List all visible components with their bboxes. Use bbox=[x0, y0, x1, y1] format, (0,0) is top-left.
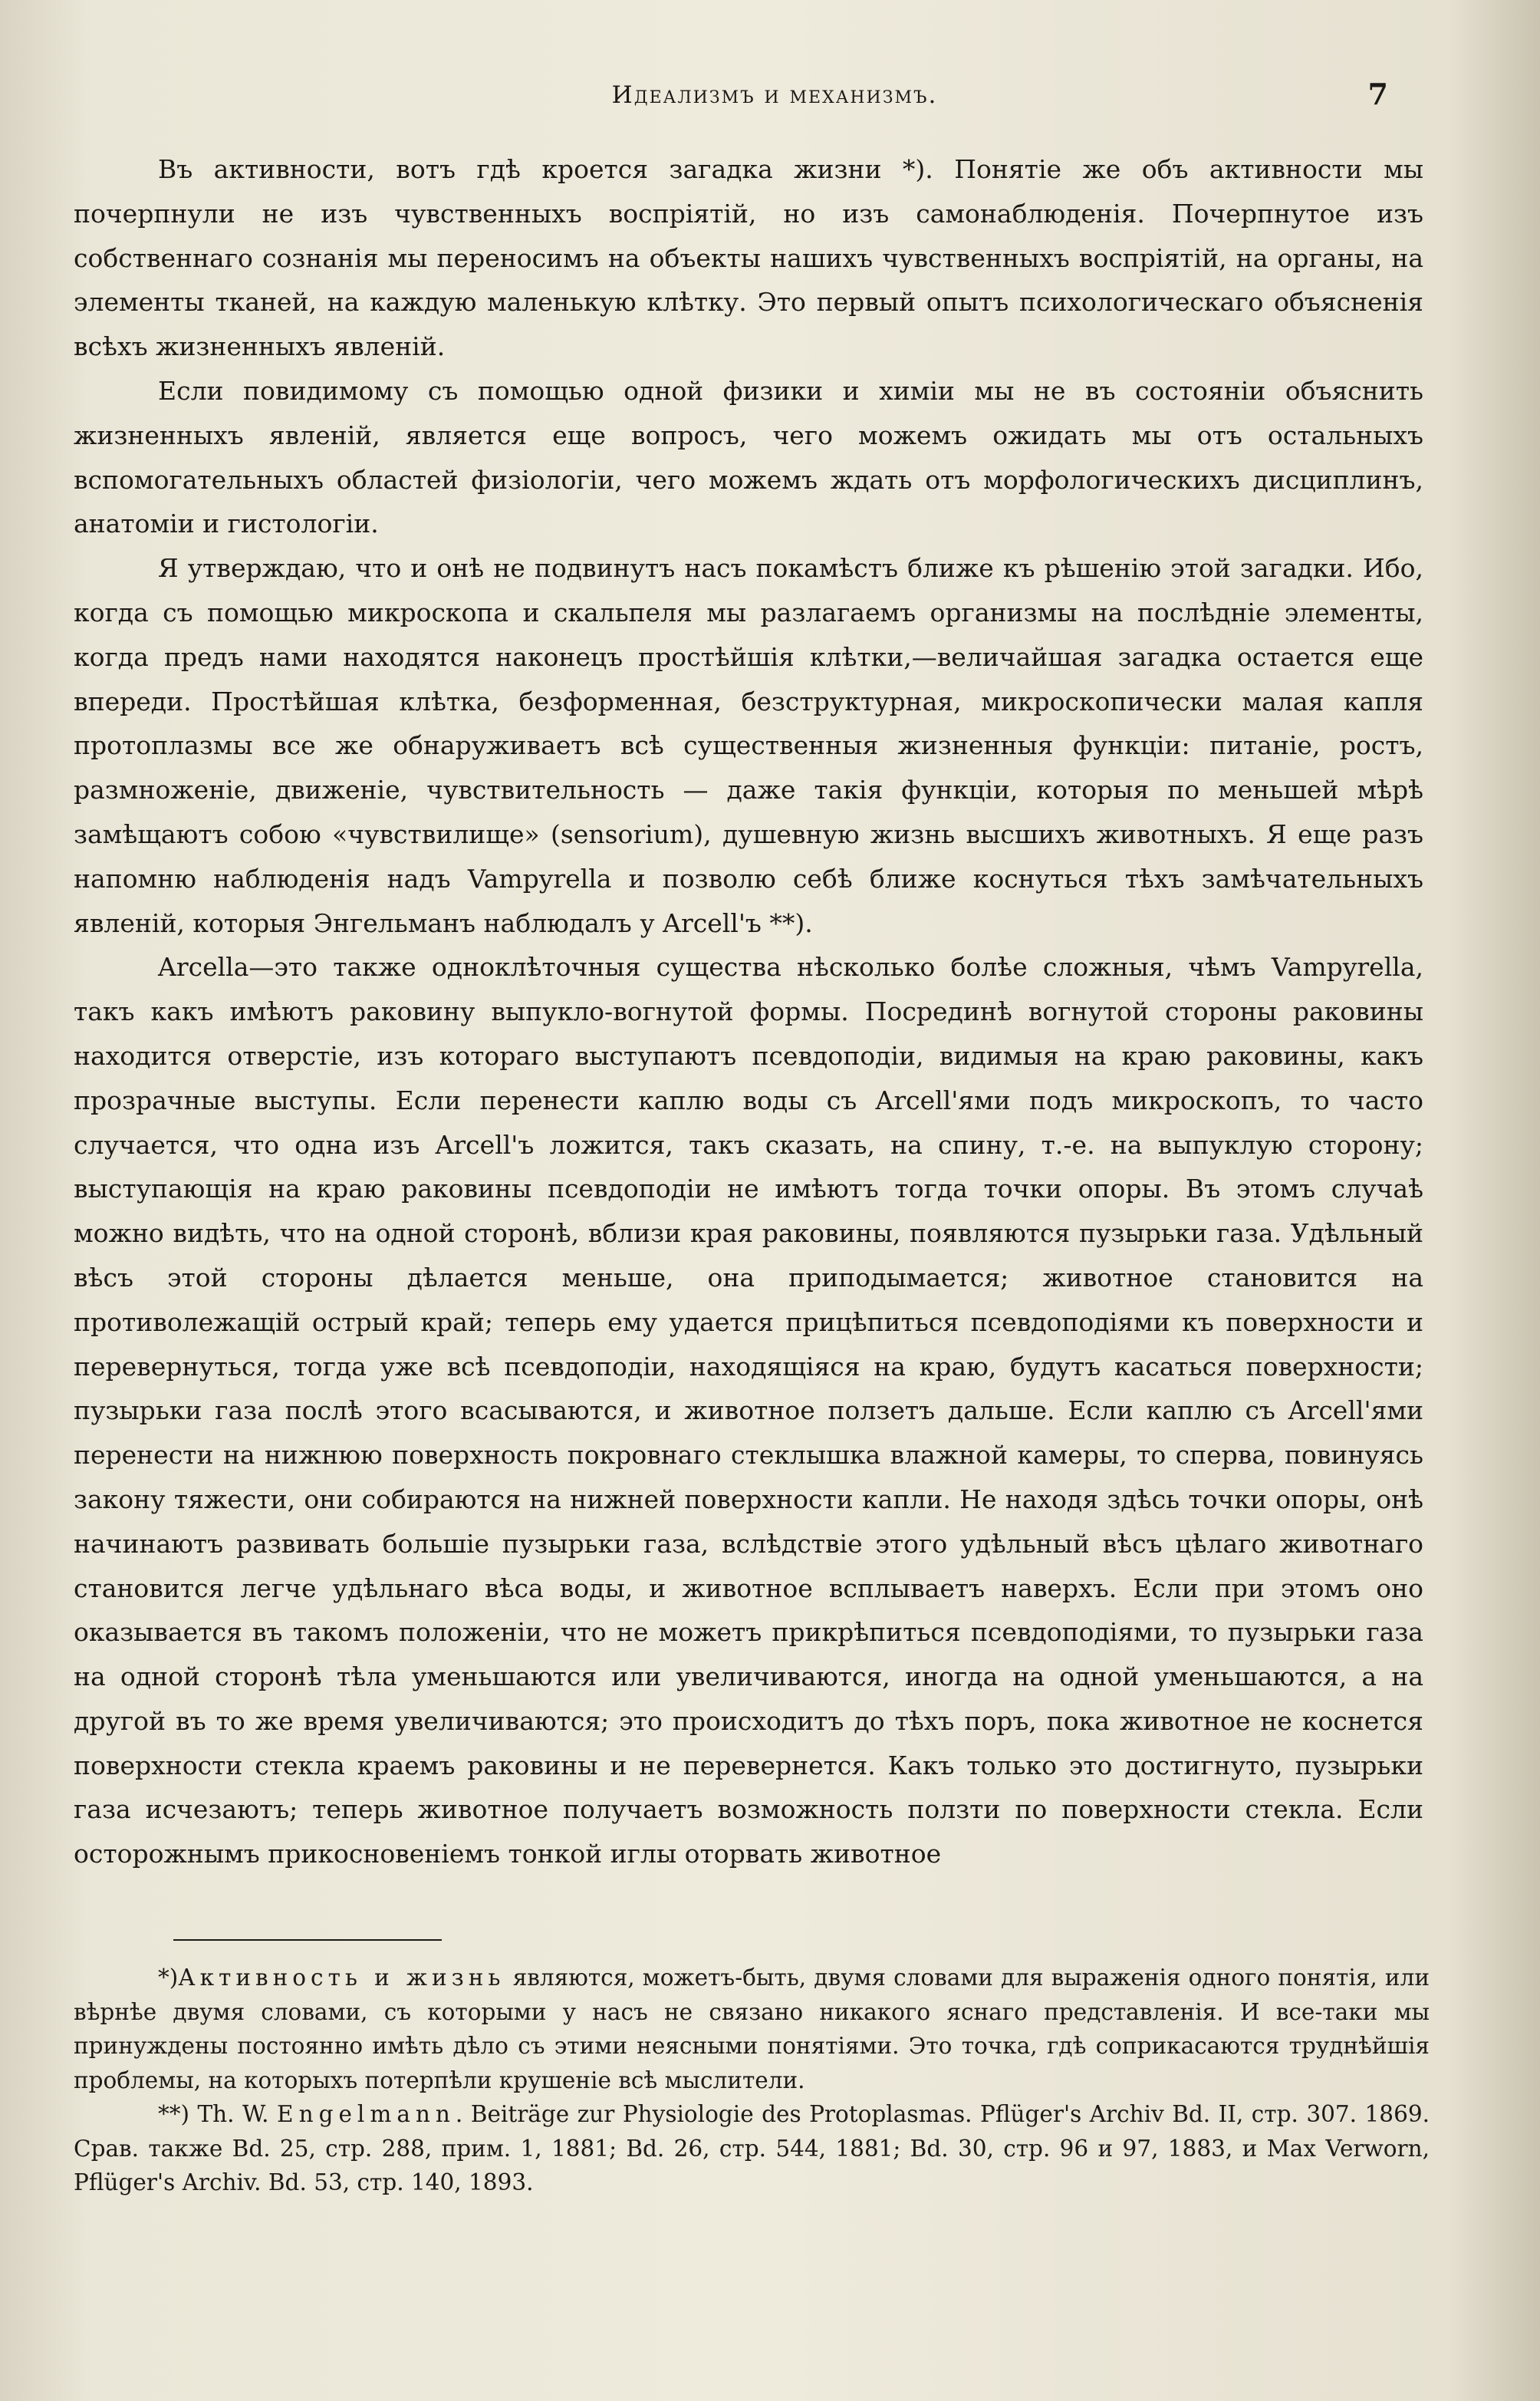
footnote-prefix: Th. W. bbox=[189, 2101, 278, 2127]
footnote-author: Engelmann bbox=[277, 2101, 456, 2127]
running-title: Идеализмъ и механизмъ. bbox=[611, 81, 938, 109]
footnote-text: являются, можетъ-быть, двумя словами для выраженія одного понятія, или вѣрнѣе двумя словами, съ которыми у насъ не связано никакого яснаго представленія. И все-таки мы принуждены постоянно имѣть дѣло съ этими неясными понятіями. Это точка, гдѣ соприкасаются труднѣйшія проблемы, на которыхъ потерпѣли крушеніе всѣ мыслители. bbox=[74, 1965, 1430, 2093]
footnote-1 bbox=[74, 1961, 1430, 2097]
footnote-marker: *) bbox=[158, 1965, 179, 1991]
footnote-marker: **) bbox=[158, 2101, 190, 2127]
footnotes bbox=[74, 1961, 1430, 2200]
paragraph: Arcella—это также одноклѣточныя существа нѣсколько болѣе сложныя, чѣмъ Vampyrella, такъ какъ имѣютъ раковину выпукло-вогнутой формы. Посрединѣ вогнутой стороны раковины находится отверстіе, изъ котораго выступаютъ псевдоподіи, видимыя на краю раковины, какъ прозрачные выступы. Если перенести каплю воды съ Arcell'ями подъ микроскопъ, то часто случается, что одна изъ Arcell'ъ ложится, такъ сказать, на спину, т.-е. на выпуклую сторону; выступающія на краю раковины псевдоподіи не имѣютъ тогда точки опоры. Въ этомъ случаѣ можно видѣть, что на одной сторонѣ, вблизи края раковины, появляются пузырьки газа. Удѣльный вѣсъ этой стороны дѣлается меньше, она приподымается; животное становится на противолежащій острый край; теперь ему удается прицѣпиться псевдоподіями къ поверхности и перевернуться, тогда уже всѣ псевдоподіи, находящіяся на краю, будутъ касаться поверхности; пузырьки газа послѣ этого всасываются, и животное ползетъ дальше. Если каплю съ Arcell'ями перенести на нижнюю поверхность покровнаго стеклышка влажной камеры, то сперва, повинуясь закону тяжести, они собираются на нижней поверхности капли. Не находя здѣсь точки опоры, онѣ начинаютъ развивать большіе пузырьки газа, вслѣдствіе этого удѣльный вѣсъ цѣлаго животнаго становится легче удѣльнаго вѣса воды, и животное всплываетъ наверхъ. Если при этомъ оно оказывается въ такомъ положеніи, что не можетъ прикрѣпиться псевдоподіями, то пузырьки газа на одной сторонѣ тѣла уменьшаются или увеличиваются, иногда на одной уменьшаются, а на другой въ то же время увеличиваются; это происходитъ до тѣхъ поръ, пока животное не коснется поверхности стекла краемъ раковины и не перевернется. Какъ только это достигнуто, пузырьки газа исчезаютъ; теперь животное получаетъ возможность ползти по поверхности стекла. Если осторожнымъ прикосновеніемъ тонкой иглы оторвать животное bbox=[74, 952, 1423, 1869]
footnote-text: . Beiträge zur Physiologie des Protoplasmas. Pflüger's Archiv Bd. II, стр. 307. 1869. Срав. также Bd. 25, стр. 288, прим. 1, 1881; Bd. 26, стр. 544, 1881; Bd. 30, стр. 96 и 97, 1883, и Max Verworn, Pflüger's Archiv. Bd. 53, стр. 140, 1893. bbox=[74, 2101, 1430, 2195]
main-text bbox=[74, 147, 1423, 1876]
footnote-divider bbox=[173, 1939, 442, 1941]
footnote-lead: Активность и жизнь bbox=[178, 1965, 505, 1991]
page-header bbox=[153, 74, 1396, 120]
footnote-2 bbox=[74, 2097, 1430, 2200]
paragraph: Я утверждаю, что и онѣ не подвинутъ насъ покамѣстъ ближе къ рѣшенію этой загадки. Ибо, когда съ помощью микроскопа и скальпеля мы разлагаемъ организмы на послѣдніе элементы, когда предъ нами находятся наконецъ простѣйшія клѣтки,—величайшая загадка остается еще впереди. Простѣйшая клѣтка, безформенная, безструктурная, микроскопически малая капля протоплазмы все же обнаруживаетъ всѣ существенныя жизненныя функціи: питаніе, ростъ, размноженіе, движеніе, чувствительность — даже такія функціи, которыя по меньшей мѣрѣ замѣщаютъ собою «чувствилище» (sensorium), душевную жизнь высшихъ животныхъ. Я еще разъ напомню наблюденія надъ Vampyrella и позволю себѣ ближе коснуться тѣхъ замѣчательныхъ явленій, которыя Энгельманъ наблюдалъ у Arcell'ъ **). bbox=[74, 553, 1423, 938]
paragraph: Въ активности, вотъ гдѣ кроется загадка жизни *). Понятіе же объ активности мы почерпнули не изъ чувственныхъ воспріятій, но изъ самонаблюденія. Почерпнутое изъ собственнаго сознанія мы переносимъ на объекты нашихъ чувственныхъ воспріятій, на органы, на элементы тканей, на каждую маленькую клѣтку. Это первый опытъ психологическаго объясненія всѣхъ жизненныхъ явленій. bbox=[74, 154, 1423, 362]
page-number: 7 bbox=[1367, 77, 1388, 111]
paragraph: Если повидимому съ помощью одной физики и химіи мы не въ состояніи объяснить жизненныхъ явленій, является еще вопросъ, чего можемъ ожидать мы отъ остальныхъ вспомогательныхъ областей физіологіи, чего можемъ ждать отъ морфологическихъ дисциплинъ, анатоміи и гистологіи. bbox=[74, 375, 1423, 539]
